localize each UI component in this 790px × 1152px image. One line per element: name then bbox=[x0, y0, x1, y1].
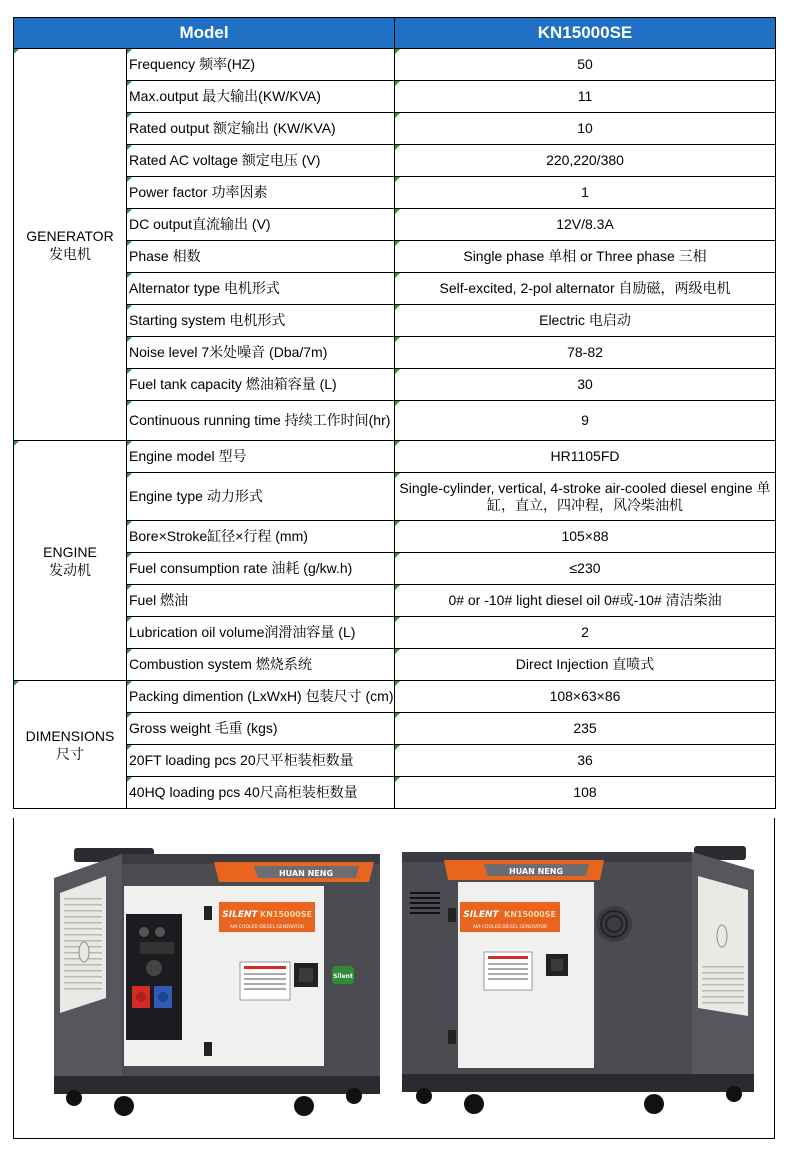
spec-value: 50 bbox=[395, 49, 776, 81]
table-row bbox=[14, 473, 776, 521]
spec-value: 36 bbox=[395, 745, 776, 777]
spec-value: 11 bbox=[395, 81, 776, 113]
group-name: DIMENSIONS bbox=[25, 727, 115, 744]
table-row bbox=[14, 177, 776, 209]
generator-front-view bbox=[54, 848, 380, 1116]
table-row bbox=[14, 777, 776, 809]
table-row bbox=[14, 273, 776, 305]
spec-value: 9 bbox=[395, 401, 776, 441]
spec-parameter: Frequency 频率(HZ) bbox=[127, 49, 395, 81]
table-row bbox=[14, 241, 776, 273]
spec-value: Single-cylinder, vertical, 4-stroke air-cooled diesel engine 单缸，直立，四冲程，风冷柴油机 bbox=[395, 473, 776, 521]
table-row bbox=[14, 81, 776, 113]
group-label bbox=[14, 441, 127, 681]
spec-value: HR1105FD bbox=[395, 441, 776, 473]
product-photos bbox=[13, 818, 775, 1139]
spec-parameter: Alternator type 电机形式 bbox=[127, 273, 395, 305]
spec-parameter: Continuous running time 持续工作时间(hr) bbox=[127, 401, 395, 441]
spec-body bbox=[14, 49, 776, 809]
table-row bbox=[14, 745, 776, 777]
table-header-row bbox=[14, 18, 776, 49]
group-label bbox=[14, 49, 127, 441]
model-value: KN15000SE bbox=[395, 18, 776, 49]
spec-value: 0# or -10# light diesel oil 0#或-10# 清洁柴油 bbox=[395, 585, 776, 617]
spec-value: 235 bbox=[395, 713, 776, 745]
generator-photos bbox=[14, 818, 774, 1138]
group-label bbox=[14, 681, 127, 809]
spec-parameter: Phase 相数 bbox=[127, 241, 395, 273]
spec-sheet bbox=[13, 17, 775, 809]
model-label: Model bbox=[14, 18, 395, 49]
table-row bbox=[14, 617, 776, 649]
spec-value: 10 bbox=[395, 113, 776, 145]
spec-value: 30 bbox=[395, 369, 776, 401]
table-row bbox=[14, 209, 776, 241]
spec-value: Self-excited, 2-pol alternator 自励磁，两级电机 bbox=[395, 273, 776, 305]
spec-value: 108×63×86 bbox=[395, 681, 776, 713]
spec-parameter: Rated output 额定输出 (KW/KVA) bbox=[127, 113, 395, 145]
table-row bbox=[14, 49, 776, 81]
table-row bbox=[14, 441, 776, 473]
silent-badge-left: SILENT bbox=[222, 910, 258, 920]
spec-value: 1 bbox=[395, 177, 776, 209]
table-row bbox=[14, 369, 776, 401]
spec-value: ≤230 bbox=[395, 553, 776, 585]
spec-table bbox=[13, 17, 776, 809]
table-row bbox=[14, 521, 776, 553]
model-plate-right: KN15000SE bbox=[504, 910, 556, 919]
table-row bbox=[14, 401, 776, 441]
spec-parameter: Fuel 燃油 bbox=[127, 585, 395, 617]
group-name-cn: 尺寸 bbox=[56, 745, 84, 762]
spec-parameter: Max.output 最大输出(KW/KVA) bbox=[127, 81, 395, 113]
spec-parameter: Engine type 动力形式 bbox=[127, 473, 395, 521]
spec-parameter: Starting system 电机形式 bbox=[127, 305, 395, 337]
spec-value: Electric 电启动 bbox=[395, 305, 776, 337]
group-name-cn: 发电机 bbox=[49, 245, 91, 262]
table-row bbox=[14, 553, 776, 585]
spec-value: 78-82 bbox=[395, 337, 776, 369]
subtitle-left: AIR-COOLED DIESEL GENERATOR bbox=[229, 925, 305, 930]
spec-parameter: 20FT loading pcs 20尺平柜装柜数量 bbox=[127, 745, 395, 777]
silent-badge-right: SILENT bbox=[463, 910, 499, 920]
spec-parameter: Engine model 型号 bbox=[127, 441, 395, 473]
spec-parameter: Noise level 7米处噪音 (Dba/7m) bbox=[127, 337, 395, 369]
spec-parameter: Bore×Stroke缸径×行程 (mm) bbox=[127, 521, 395, 553]
spec-value: 105×88 bbox=[395, 521, 776, 553]
table-row bbox=[14, 681, 776, 713]
spec-value: 12V/8.3A bbox=[395, 209, 776, 241]
generator-back-view bbox=[402, 846, 754, 1114]
table-row bbox=[14, 113, 776, 145]
spec-parameter: DC output直流输出 (V) bbox=[127, 209, 395, 241]
spec-value: Direct Injection 直喷式 bbox=[395, 649, 776, 681]
table-row bbox=[14, 145, 776, 177]
group-name: GENERATOR bbox=[26, 227, 114, 244]
subtitle-right: AIR-COOLED DIESEL GENERATOR bbox=[472, 925, 548, 930]
spec-parameter: Fuel tank capacity 燃油箱容量 (L) bbox=[127, 369, 395, 401]
table-row bbox=[14, 713, 776, 745]
table-row bbox=[14, 337, 776, 369]
brand-text-left: HUAN NENG bbox=[278, 869, 334, 878]
table-row bbox=[14, 585, 776, 617]
spec-parameter: Lubrication oil volume润滑油容量 (L) bbox=[127, 617, 395, 649]
spec-parameter: Packing dimention (LxWxH) 包装尺寸 (cm) bbox=[127, 681, 395, 713]
model-plate-left: KN15000SE bbox=[260, 910, 312, 919]
table-row bbox=[14, 649, 776, 681]
spec-parameter: Gross weight 毛重 (kgs) bbox=[127, 713, 395, 745]
group-name-cn: 发动机 bbox=[49, 561, 91, 578]
brand-text-right: HUAN NENG bbox=[508, 867, 564, 876]
group-name: ENGINE bbox=[43, 543, 97, 560]
spec-parameter: Rated AC voltage 额定电压 (V) bbox=[127, 145, 395, 177]
spec-parameter: Combustion system 燃烧系统 bbox=[127, 649, 395, 681]
table-row bbox=[14, 305, 776, 337]
spec-parameter: 40HQ loading pcs 40尺高柜装柜数量 bbox=[127, 777, 395, 809]
spec-value: 108 bbox=[395, 777, 776, 809]
spec-value: Single phase 单相 or Three phase 三相 bbox=[395, 241, 776, 273]
spec-value: 2 bbox=[395, 617, 776, 649]
spec-value: 220,220/380 bbox=[395, 145, 776, 177]
silent-tag-left: Silent bbox=[333, 973, 353, 980]
spec-parameter: Fuel consumption rate 油耗 (g/kw.h) bbox=[127, 553, 395, 585]
spec-parameter: Power factor 功率因素 bbox=[127, 177, 395, 209]
